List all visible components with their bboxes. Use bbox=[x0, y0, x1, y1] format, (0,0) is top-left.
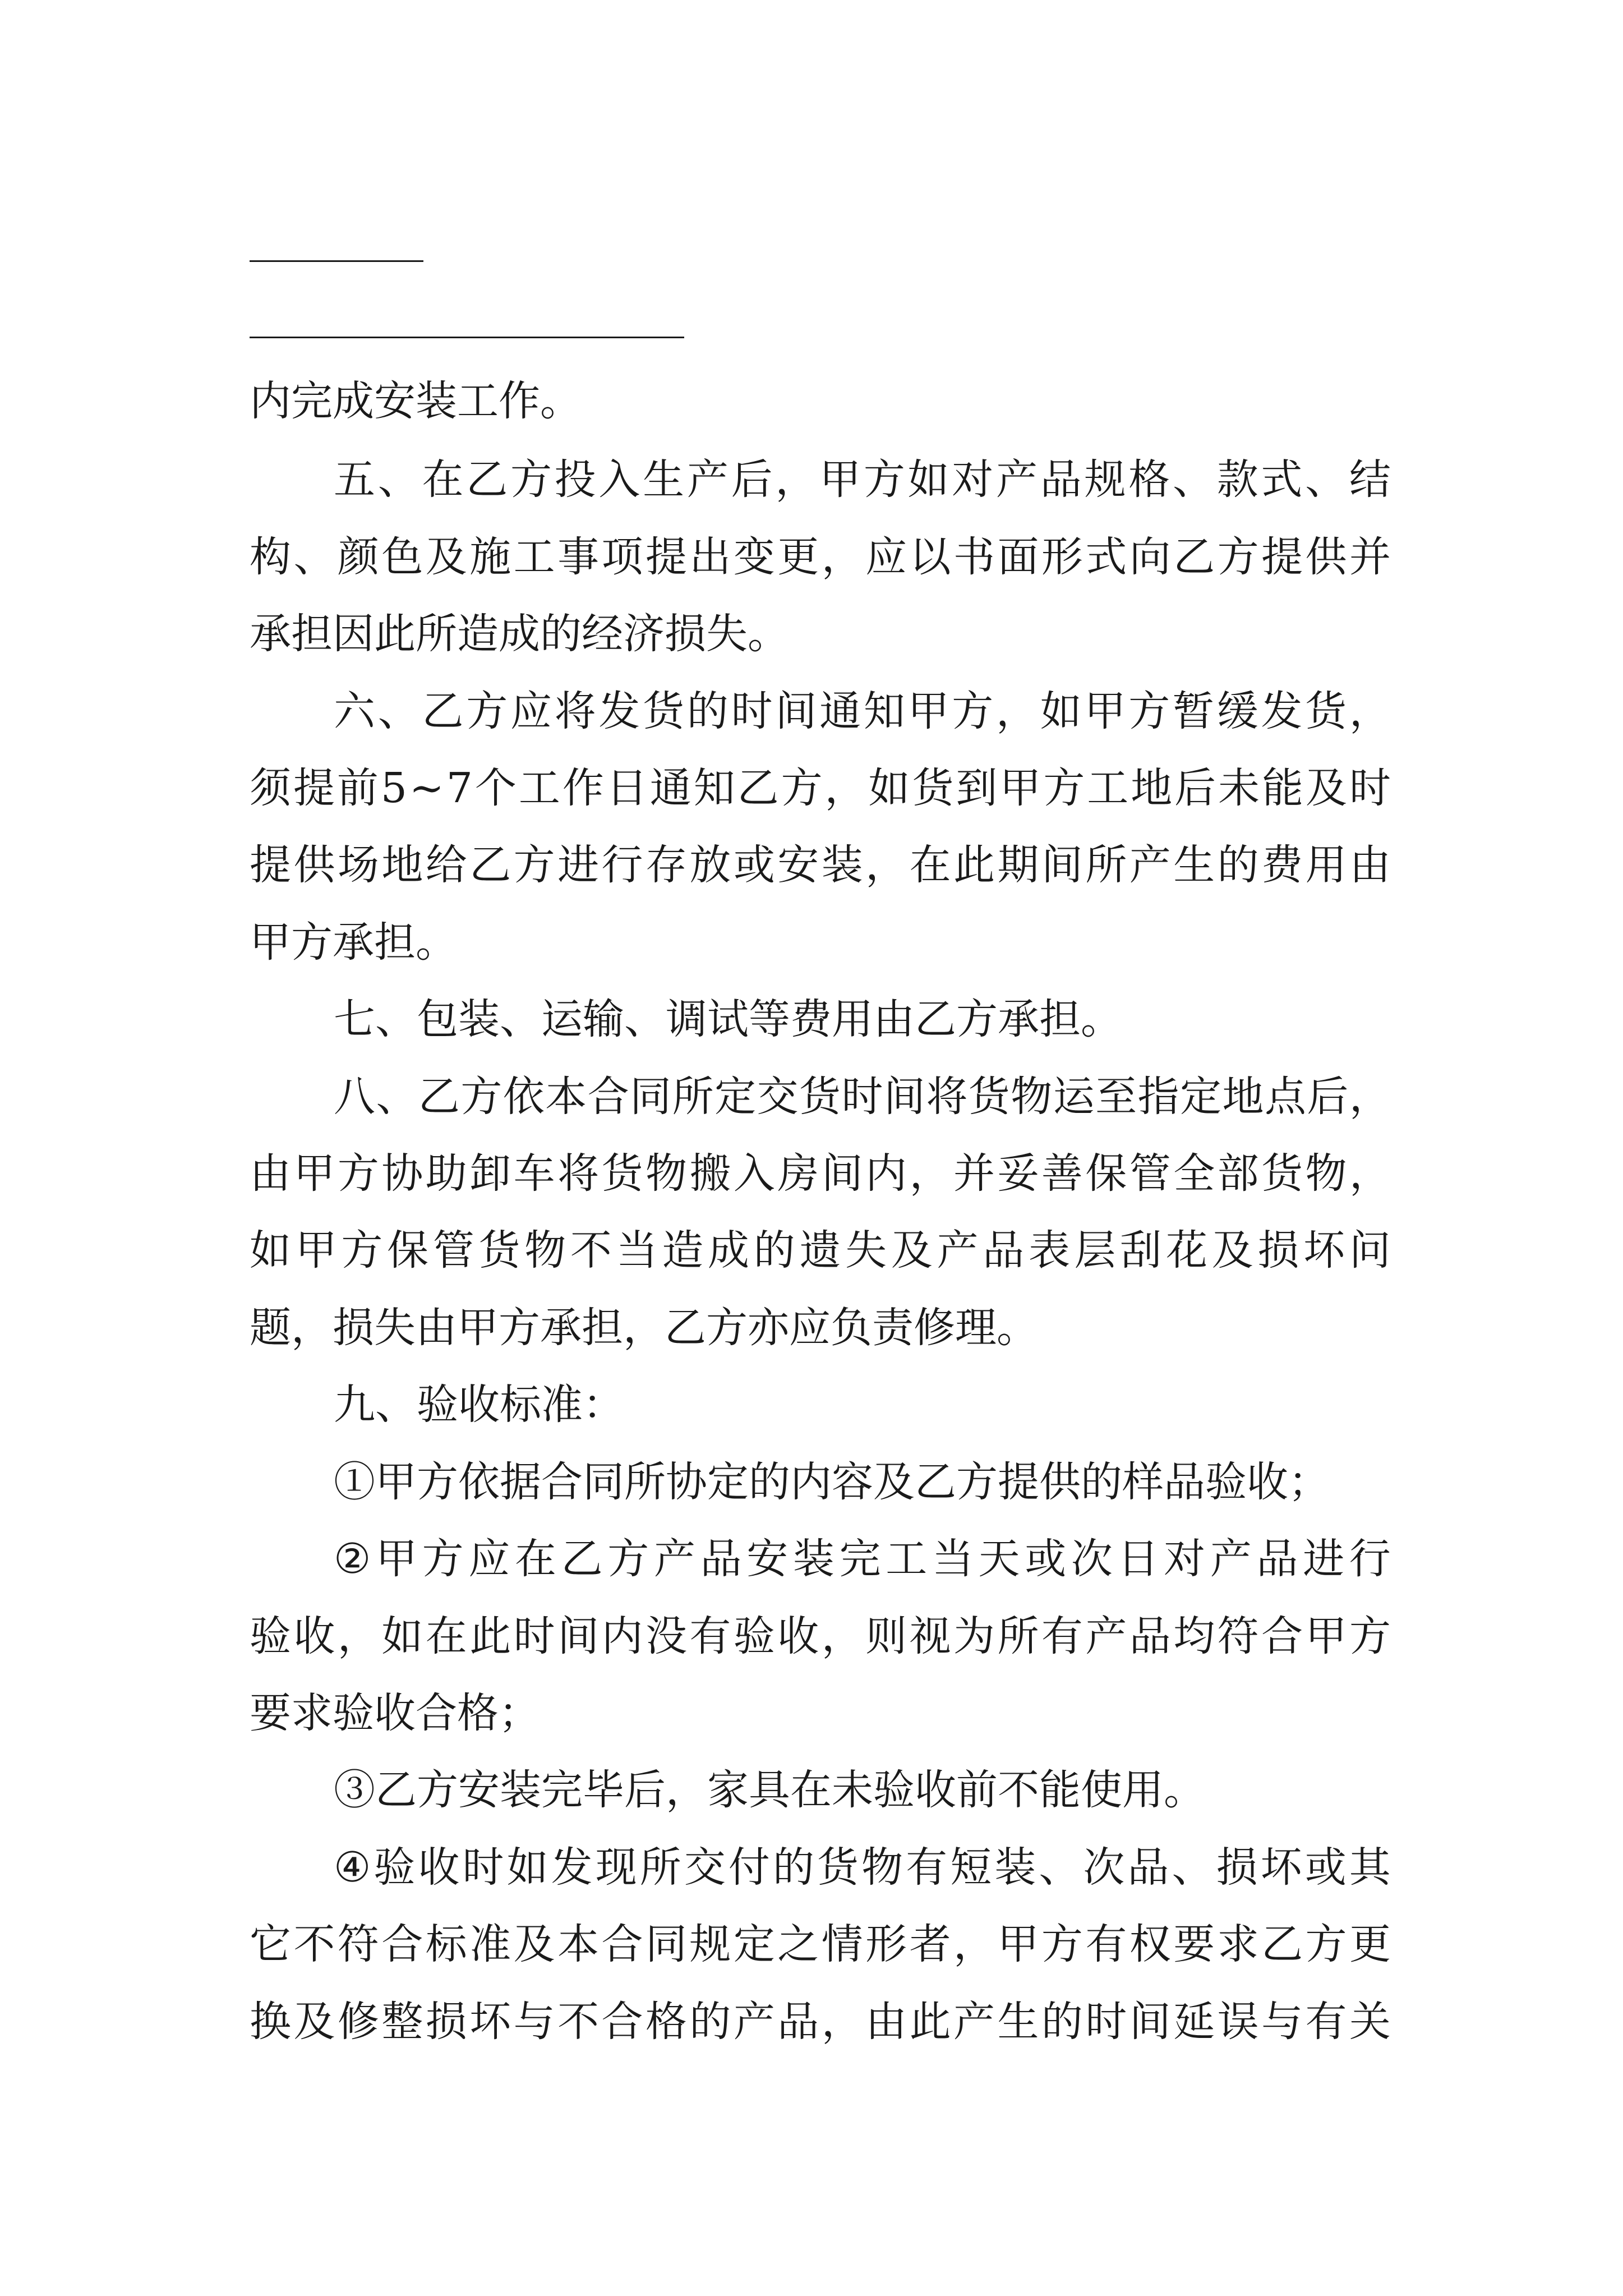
text-line bbox=[250, 1217, 1391, 1284]
line-text: 它 不 符 合 标 准 及 本 合 同 规 定 之 情 形 者 ， 甲 方 有 权 要 求 乙 方 更 bbox=[250, 1920, 1391, 1968]
text-line bbox=[250, 291, 1391, 358]
text-line bbox=[250, 1140, 1391, 1207]
text-line bbox=[250, 909, 1391, 976]
line-text: 题，损失由甲方承担，乙方亦应负责修理。 bbox=[250, 1304, 1038, 1352]
line-text: 六 、 乙 方 应 将 发 货 的 时 间 通 知 甲 方 ， 如 甲 方 暂 缓 发 货 ， bbox=[334, 687, 1391, 735]
text-line bbox=[250, 1603, 1391, 1670]
paragraph-first-line bbox=[250, 986, 1391, 1053]
line-text: 如 甲 方 保 管 货 物 不 当 造 成 的 遗 失 及 产 品 表 层 刮 花 及 损 坏 问 bbox=[250, 1226, 1391, 1274]
section-heading bbox=[250, 1371, 1391, 1438]
line-text: ④ 验 收 时 如 发 现 所 交 付 的 货 物 有 短 装 、 次 品 、 损 坏 或 其 bbox=[334, 1843, 1391, 1892]
line-text: 提 供 场 地 给 乙 方 进 行 存 放 或 安 装 ， 在 此 期 间 所 产 生 的 费 用 由 bbox=[250, 841, 1391, 889]
line-text: 须 提 前 5 ~ 7 个 工 作 日 通 知 乙 方 ， 如 货 到 甲 方 工 地 后 未 能 及 时 bbox=[250, 764, 1391, 812]
line-text: 换 及 修 整 损 坏 与 不 合 格 的 产 品 ， 由 此 产 生 的 时 间 延 误 与 有 关 bbox=[250, 1998, 1391, 2046]
line-text: 五 、 在 乙 方 投 入 生 产 后 ， 甲 方 如 对 产 品 规 格 、 款 式 、 结 bbox=[334, 455, 1391, 504]
paragraph-first-line bbox=[250, 678, 1391, 745]
line-text: 构 、 颜 色 及 施 工 事 项 提 出 变 更 ， 应 以 书 面 形 式 向 乙 方 提 供 并 bbox=[250, 533, 1391, 581]
line-text: 验 收 ， 如 在 此 时 间 内 没 有 验 收 ， 则 视 为 所 有 产 品 均 符 合 甲 方 bbox=[250, 1612, 1391, 1660]
line-text: 八 、 乙 方 依 本 合 同 所 定 交 货 时 间 将 货 物 运 至 指 定 地 点 后 ， bbox=[334, 1073, 1391, 1121]
list-item bbox=[250, 1448, 1391, 1516]
fill-in-blank bbox=[250, 221, 423, 262]
text-line bbox=[250, 523, 1391, 591]
line-text: ①甲方依据合同所协定的内容及乙方提供的样品验收； bbox=[334, 1458, 1330, 1506]
fill-in-blank bbox=[250, 297, 684, 338]
text-line bbox=[250, 600, 1391, 668]
text-line bbox=[250, 1680, 1391, 1747]
text-line bbox=[250, 367, 1391, 435]
line-text: 内完成安装工作。 bbox=[250, 377, 582, 425]
list-item bbox=[250, 1756, 1391, 1824]
text-line bbox=[250, 754, 1391, 822]
paragraph-first-line bbox=[250, 446, 1391, 513]
text-line bbox=[250, 214, 1391, 282]
line-text: 九、验收标准： bbox=[334, 1381, 624, 1429]
text-line bbox=[250, 1988, 1391, 2055]
text-line bbox=[250, 1294, 1391, 1361]
paragraph-first-line bbox=[250, 1063, 1391, 1130]
text-line bbox=[250, 831, 1391, 899]
line-text: 要求验收合格； bbox=[250, 1689, 540, 1737]
line-text: 承担因此所造成的经济损失。 bbox=[250, 610, 789, 658]
line-text: ② 甲 方 应 在 乙 方 产 品 安 装 完 工 当 天 或 次 日 对 产 品 进 行 bbox=[334, 1535, 1391, 1583]
list-item bbox=[250, 1834, 1391, 1901]
line-text: 由 甲 方 协 助 卸 车 将 货 物 搬 入 房 间 内 ， 并 妥 善 保 管 全 部 货 物 ， bbox=[250, 1149, 1391, 1198]
line-text: 七、包装、运输、调试等费用由乙方承担。 bbox=[334, 995, 1122, 1043]
line-text: 甲方承担。 bbox=[250, 918, 457, 967]
text-line bbox=[250, 1911, 1391, 1978]
list-item bbox=[250, 1525, 1391, 1593]
line-text: ③乙方安装完毕后，家具在未验收前不能使用。 bbox=[334, 1766, 1205, 1814]
